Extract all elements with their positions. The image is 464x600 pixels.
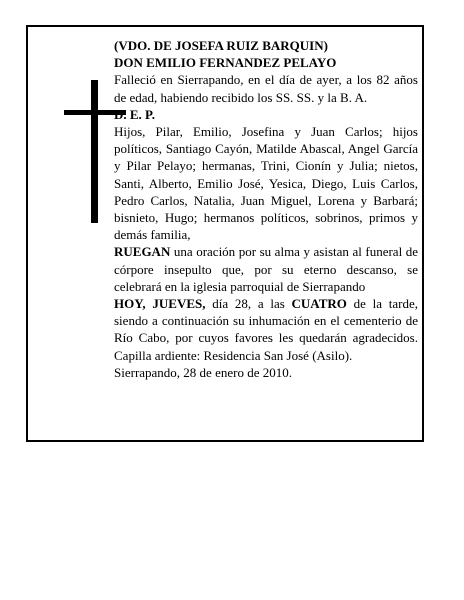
dep-line: D. E. P. — [114, 106, 156, 122]
day-rest: de la tarde, siendo a continuación su inhumación en el cementerio de Río Cabo, por cuyos favores les quedarán agradecidos. Capilla ardiente: Residencia San José (Asilo). — [114, 296, 418, 363]
obituary-text — [114, 37, 418, 381]
day-mid: día 28, a las — [205, 296, 292, 312]
funeral-time — [114, 295, 418, 364]
cross-vertical-bar — [91, 80, 98, 223]
death-statement: Falleció en Sierrapando, en el día de ayer, a los 82 años de edad, habiendo recibido los SS. SS. y la B. A. — [114, 72, 418, 105]
funeral-request — [114, 243, 418, 295]
family-list: Hijos, Pilar, Emilio, Josefina y Juan Carlos; hijos políticos, Santiago Cayón, Matilde Abascal, Angel García y Pilar Pelayo; hermanas, Trini, Cionín y Julia; nietos, Santi, Alberto, Emilio José, Yesica, Diego, Luis Carlos, Pedro Carlos, Natalia, Juan Miguel, Lorena y Barbará; bisnieto, Hugo; hermanos políticos, sobrinos, primos y demás familia, — [114, 124, 418, 243]
time-lead: CUATRO — [291, 296, 347, 312]
deceased-name: DON EMILIO FERNANDEZ PELAYO — [114, 55, 337, 71]
widow-line: (VDO. DE JOSEFA RUIZ BARQUIN) — [114, 38, 328, 53]
request-text: una oración por su alma y asistan al funeral de córpore insepulto que, por su eterno descanso, se celebrará en la iglesia parroquial de Sierrapando — [114, 244, 418, 294]
place-date: Sierrapando, 28 de enero de 2010. — [114, 364, 292, 380]
request-lead: RUEGAN — [114, 244, 171, 260]
day-lead: HOY, JUEVES, — [114, 296, 206, 312]
